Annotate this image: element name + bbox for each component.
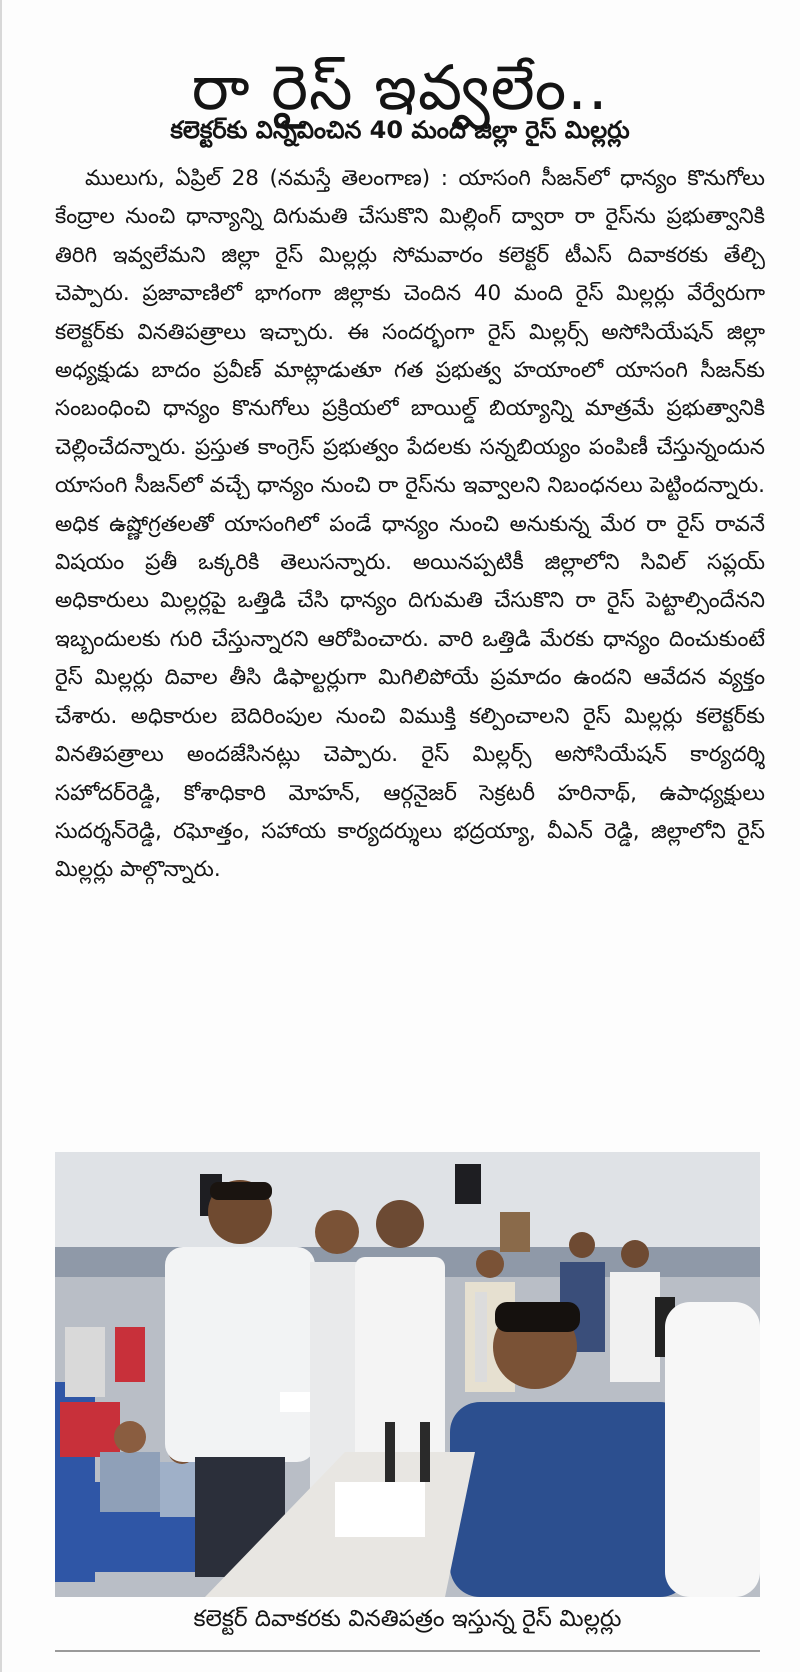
photo-caption: కలెక్టర్ దివాకరకు వినతిపత్రం ఇస్తున్న రైస్ మిల్లర్లు: [193, 1606, 622, 1632]
article-body: [55, 160, 765, 890]
subheadline: కలెక్టర్‌కు విన్నవించిన 40 మంది జిల్లా రైస్ మిల్లర్లు: [170, 116, 630, 144]
collector: [450, 1402, 690, 1597]
standing-man: [165, 1247, 315, 1462]
divider: [55, 1650, 760, 1652]
wall-frame: [500, 1212, 530, 1252]
meeting-photo-illustration: [55, 1152, 760, 1597]
article-paragraph: ములుగు, ఏప్రిల్ 28 (నమస్తే తెలంగాణ) : యాసంగి సీజన్‌లో ధాన్యం కొనుగోలు కేంద్రాల నుంచి ధాన్యాన్ని దిగుమతి చేసుకొని మిల్లింగ్ ద్వారా రా రైస్‌ను ప్రభుత్వానికి తిరిగి ఇవ్వలేమని జిల్లా రైస్ మిల్లర్లు సోమవారం కలెక్టర్ టీఎస్ దివాకరకు తేల్చి చెప్పారు. ప్రజావాణిలో భాగంగా జిల్లాకు చెందిన 40 మంది రైస్ మిల్లర్లు వేర్వేరుగా కలెక్టర్‌కు వినతిపత్రాలు ఇచ్చారు. ఈ సందర్భంగా రైస్ మిల్లర్స్ అసోసియేషన్ జిల్లా అధ్యక్షుడు బాదం ప్రవీణ్ మాట్లాడుతూ గత ప్రభుత్వ హయాంలో యాసంగి సీజన్‌కు సంబంధించి ధాన్యం కొనుగోలు ప్రక్రియలో బాయిల్డ్ బియ్యాన్ని మాత్రమే ప్రభుత్వానికి చెల్లించేదన్నారు. ప్రస్తుత కాంగ్రెస్ ప్రభుత్వం పేదలకు సన్నబియ్యం పంపిణీ చేస్తున్నందున యాసంగి సీజన్‌లో వచ్చే ధాన్యం నుంచి రా రైస్‌ను ఇవ్వాలని నిబంధనలు పెట్టిందన్నారు. అధిక ఉష్ణోగ్రతలతో యాసంగిలో పండే ధాన్యం నుంచి అనుకున్న మేర రా రైస్ రావనే విషయం ప్రతీ ఒక్కరికి తెలుసన్నారు. అయినప్పటికీ జిల్లాలోని సివిల్ సప్లయ్ అధికారులు మిల్లర్లపై ఒత్తిడి చేసి ధాన్యం దిగుమతి చేసుకొని రా రైస్ పెట్టాల్సిందేనని ఇబ్బందులకు గురి చేస్తున్నారని ఆరోపించారు. వారి ఒత్తిడి మేరకు ధాన్యం దించుకుంటే రైస్ మిల్లర్లు దివాల తీసి డిఫాల్టర్లుగా మిగిలిపోయే ప్రమాదం ఉందని ఆవేదన వ్యక్తం చేశారు. అధికారుల బెదిరింపుల నుంచి విముక్తి కల్పించాలని రైస్ మిల్లర్లు కలెక్టర్‌కు వినతిపత్రాలు అందజేసినట్లు చెప్పారు. రైస్ మిల్లర్స్ అసోసియేషన్ కార్యదర్శి సహోదర్‌రెడ్డి, కోశాధికారి మోహన్, ఆర్గనైజర్ సెక్రటరీ హరినాథ్, ఉపాధ్యక్షులు సుదర్శన్‌రెడ్డి, రఘోత్తం, సహాయ కార్యదర్శులు భద్రయ్యా, వీఎన్ రెడ్డి, జిల్లాలోని రైస్ మిల్లర్లు పాల్గొన్నారు.: [55, 166, 765, 883]
wall-speaker: [455, 1164, 481, 1204]
news-photo: [55, 1152, 760, 1597]
headline: రా రైస్ ఇవ్వలేం..: [191, 50, 609, 124]
column-rule: [0, 0, 2, 1672]
